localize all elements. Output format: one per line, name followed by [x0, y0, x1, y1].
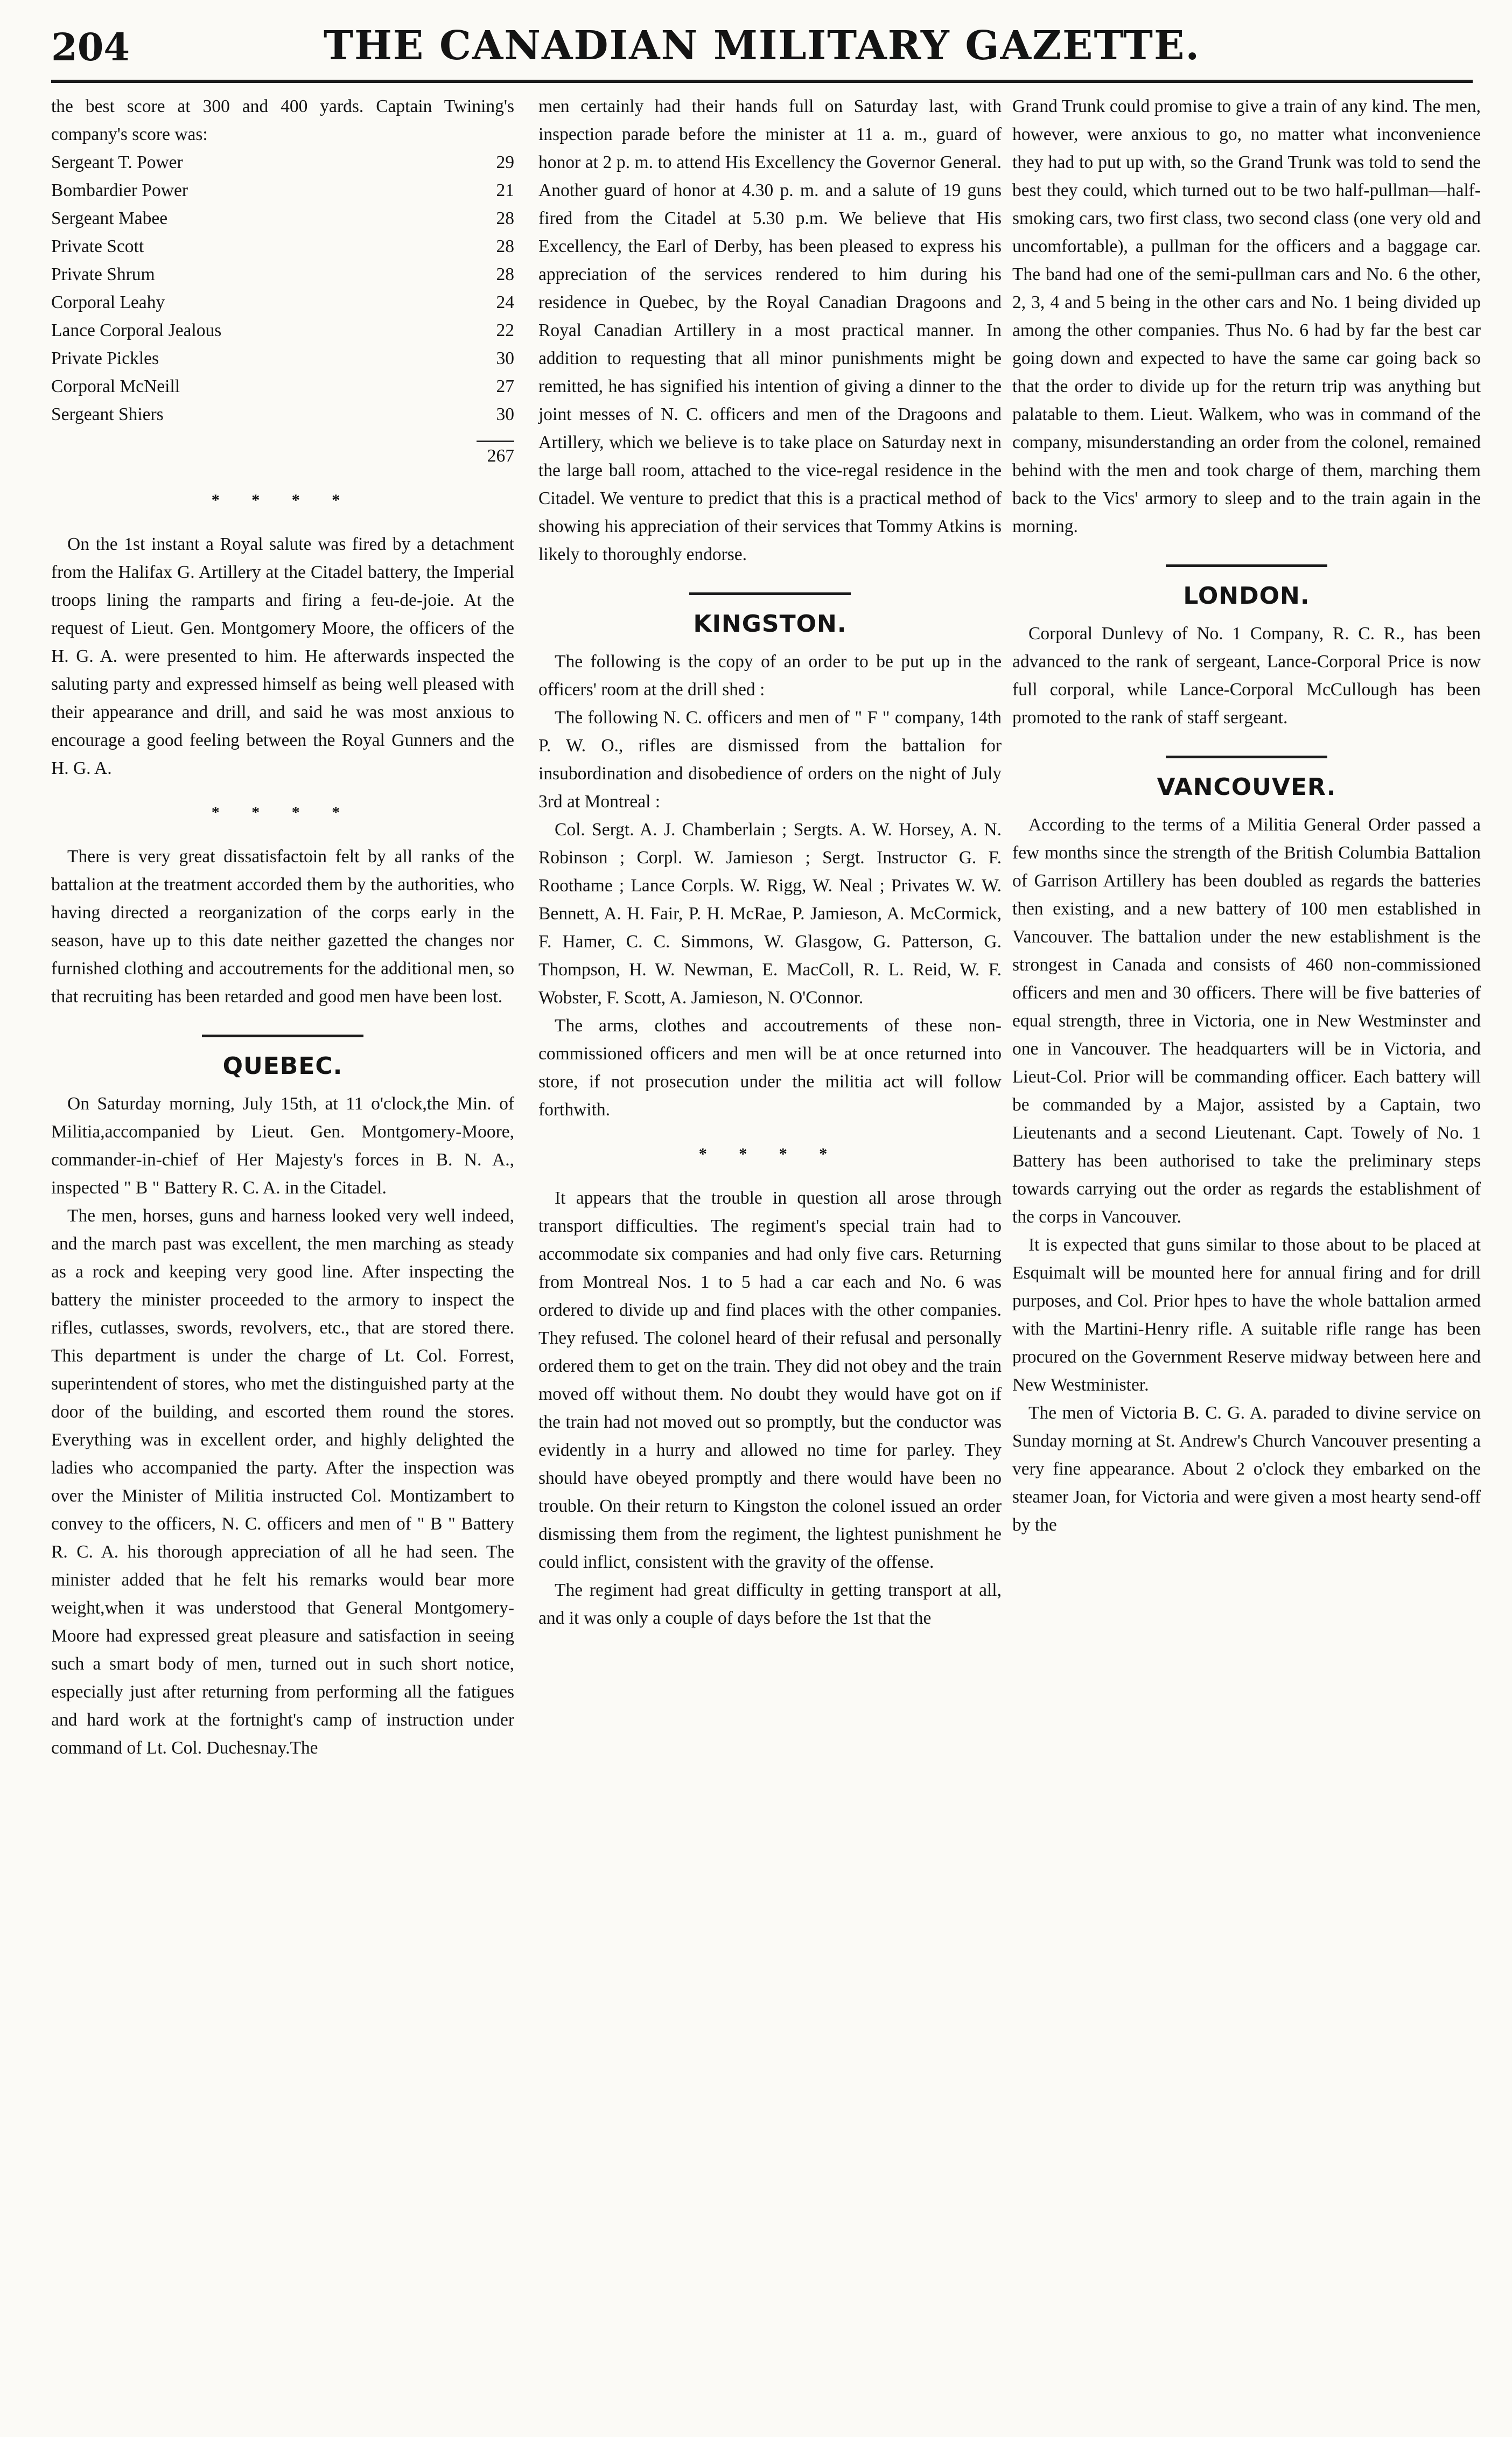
- score-row: [51, 345, 514, 373]
- score-value: 24: [496, 292, 514, 312]
- score-row: [51, 261, 514, 289]
- score-value: 30: [496, 404, 514, 424]
- paragraph-london: Corporal Dunlevy of No. 1 Company, R. C. R., has been advanced to the rank of sergeant, Lance-Corporal Price is now full corporal, while Lance-Corporal McCullough has been promoted to the rank of staff sergeant.: [1012, 624, 1481, 728]
- score-name: Sergeant T. Power: [51, 152, 183, 172]
- paragraph-quebec-2: The men, horses, guns and harness looked very well indeed, and the march past was excellent, the men marching as steady as a rock and keeping very good line. After inspecting the battery the minister proceeded to the armory to inspect the rifles, cutlasses, swords, revolvers, etc., that are stored there. This department is under the charge of Lt. Col. Forrest, superintendent of stores, who met the distinguished party at the door of the building, and escorted them round the stores. Everything was in excellent order, and highly delighted the ladies who accompanied the party. After the inspection was over the Minister of Militia instructed Col. Montizambert to convey to the officers, N. C. officers and men of " B " Battery R. C. A. his thorough appreciation of all he had seen. The minister added that he felt his remarks would bear more weight,when it was understood that General Montgomery-Moore had expressed great pleasure and satisfaction in seeing such a smart body of men, turned out in such short notice, especially just after returning from performing all the fatigues and hard work at the fortnight's camp of instruction under command of Lt. Col. Duchesnay.The: [51, 1206, 514, 1758]
- score-value: 29: [496, 152, 514, 172]
- score-row: [51, 149, 514, 177]
- score-value: 28: [496, 264, 514, 284]
- section-separator-stars: * * * *: [211, 491, 354, 509]
- score-row: [51, 177, 514, 205]
- score-row: [51, 289, 514, 317]
- page-number: 204: [51, 25, 130, 69]
- page-header: [51, 15, 1473, 83]
- score-name: Corporal Leahy: [51, 292, 165, 312]
- heading-london: LONDON.: [1183, 582, 1310, 610]
- masthead-title: THE CANADIAN MILITARY GAZETTE.: [323, 23, 1201, 69]
- column-left: [51, 93, 514, 1762]
- paragraph-dissatisfaction: There is very great dissatisfactoin felt by all ranks of the battalion at the treatment accorded them by the authorities, who having directed a reorganization of the corps early in the season, have up to this date neither gazetted the changes nor furnished clothing and accoutrements for the additional men, so that recruiting has been retarded and good men have been lost.: [51, 847, 514, 1007]
- score-value: 21: [496, 180, 514, 200]
- paragraph-kingston-4: The arms, clothes and accoutrements of these non-commissioned officers and men will be at once returned into store, if not prosecution under the militia act will follow forthwith.: [538, 1016, 1002, 1120]
- score-value: 22: [496, 320, 514, 340]
- section-rule: [1166, 564, 1327, 567]
- column-middle: [538, 93, 1002, 1632]
- paragraph-salute: On the 1st instant a Royal salute was fired by a detachment from the Halifax G. Artillery at the Citadel battery, the Imperial troops lining the ramparts and firing a feu-de-joie. At the request of Lieut. Gen. Montgomery Moore, the officers of the H. G. A. were presented to him. He afterwards inspected the saluting party and expressed himself as being well pleased with their appearance and drill, and said he was most anxious to encourage a good feeling between the Royal Gunners and the H. G. A.: [51, 534, 514, 778]
- section-rule: [1166, 756, 1327, 758]
- score-value: 30: [496, 348, 514, 368]
- score-intro: the best score at 300 and 400 yards. Captain Twining's company's score was:: [51, 96, 514, 144]
- paragraph-quebec-continued: men certainly had their hands full on Saturday last, with inspection parade before the minister at 11 a. m., guard of honor at 2 p. m. to attend His Excellency the Governor General. Another guard of honor at 4.30 p. m. and a salute of 19 guns fired from the Citadel at 5.30 p.m. We believe that His Excellency, the Earl of Derby, has been pleased to express his appreciation of the services rendered to him during his residence in Quebec, by the Royal Canadian Dragoons and Royal Canadian Artillery in a most practical manner. In addition to requesting that all minor punishments might be remitted, he has signified his intention of giving a dinner to the joint messes of N. C. officers and men of the Dragoons and Artillery, which we believe is to take place on Saturday next in the large ball room, attached to the vice-regal residence in the Citadel. We venture to predict that this is a practical method of showing his appreciation of their services that Tommy Atkins is likely to thoroughly endorse.: [538, 96, 1002, 564]
- score-value: 28: [496, 208, 514, 228]
- score-name: Private Pickles: [51, 348, 159, 368]
- paragraph-kingston-continued: Grand Trunk could promise to give a train of any kind. The men, however, were anxious to go, no matter what inconvenience they had to put up with, so the Grand Trunk was told to send the best they could, which turned out to be two half-pullman—half-smoking cars, two first class, two second class (one very old and uncomfortable), a pullman for the officers and a baggage car. The band had one of the semi-pullman cars and No. 6 the other, 2, 3, 4 and 5 being in the other cars and No. 1 being divided up among the other companies. Thus No. 6 had by far the best car going down and expected to have the same car going back so that the order to divide up for the return trip was anything but palatable to them. Lieut. Walkem, who was in command of the company, misunderstanding an order from the colonel, remained behind with the men and took charge of them, marching them back to the Vics' armory to sleep and to the train again in the morning.: [1012, 96, 1481, 536]
- paragraph-quebec-1: On Saturday morning, July 15th, at 11 o'clock,the Min. of Militia,accompanied by Lieut. Gen. Montgomery-Moore, commander-in-chief of Her Majesty's forces in B. N. A., inspected " B " Battery R. C. A. in the Citadel.: [51, 1094, 514, 1198]
- score-row: [51, 233, 514, 261]
- heading-vancouver: VANCOUVER.: [1157, 773, 1336, 801]
- score-row: [51, 205, 514, 233]
- section-separator-stars: * * * *: [698, 1145, 842, 1163]
- score-name: Sergeant Mabee: [51, 208, 168, 228]
- heading-kingston: KINGSTON.: [693, 610, 847, 638]
- paragraph-kingston-2: The following N. C. officers and men of " F " company, 14th P. W. O., rifles are dismissed from the battalion for insubordination and disobedience of orders on the night of July 3rd at Montreal :: [538, 708, 1002, 812]
- score-row: [51, 401, 514, 429]
- score-row: [51, 373, 514, 401]
- score-list: [51, 149, 514, 429]
- paragraph-vancouver-3: The men of Victoria B. C. G. A. paraded to divine service on Sunday morning at St. Andrew's Church Vancouver presenting a very fine appearance. About 2 o'clock they embarked on the steamer Joan, for Victoria and were given a most hearty send-off by the: [1012, 1403, 1481, 1535]
- paragraph-vancouver-2: It is expected that guns similar to those about to be placed at Esquimalt will be mounted here for annual firing and for drill purposes, and Col. Prior hpes to have the whole battalion armed with the Martini-Henry rifle. A suitable rifle range has been procured on the Government Reserve midway between here and New Westminister.: [1012, 1235, 1481, 1395]
- score-value: 27: [496, 376, 514, 396]
- paragraph-kingston-6: The regiment had great difficulty in getting transport at all, and it was only a couple of days before the 1st that the: [538, 1580, 1002, 1628]
- section-rule: [202, 1035, 363, 1037]
- score-name: Private Scott: [51, 236, 144, 256]
- score-name: Private Shrum: [51, 264, 155, 284]
- score-value: 28: [496, 236, 514, 256]
- score-total: 267: [487, 446, 514, 466]
- score-name: Bombardier Power: [51, 180, 188, 200]
- score-name: Sergeant Shiers: [51, 404, 164, 424]
- paragraph-kingston-3: Col. Sergt. A. J. Chamberlain ; Sergts. A. W. Horsey, A. N. Robinson ; Corpl. W. Jamieson ; Sergt. Instructor G. F. Roothame ; Lance Corpls. W. Rigg, W. Neal ; Privates W. W. Bennett, A. H. Fair, P. H. McRae, P. Jamieson, A. McCormick, F. Hamer, C. C. Simmons, W. Glasgow, G. Patterson, G. Thompson, H. W. Newman, E. MacColl, R. L. Reid, W. F. Wobster, F. Scott, A. Jamieson, N. O'Connor.: [538, 820, 1002, 1008]
- score-name: Lance Corporal Jealous: [51, 320, 222, 340]
- section-separator-stars: * * * *: [211, 804, 354, 821]
- paragraph-vancouver-1: According to the terms of a Militia General Order passed a few months since the strength of the British Columbia Battalion of Garrison Artillery has been doubled as regards the batteries then existing, and a new battery of 100 men established in Vancouver. The battalion under the new establishment is the strongest in Canada and consists of 460 non-commissioned officers and men and 30 officers. There will be five batteries of equal strength, three in Victoria, one in New Westminster and one in Vancouver. The headquarters will be in Victoria, and Lieut-Col. Prior will be commanding officer. Each battery will be commanded by a Major, assisted by a Captain, two Lieutenants and a second Lieutenant. Capt. Towely of No. 1 Battery has been authorised to take the preliminary steps towards carrying out the order as regards the establishment of the corps in Vancouver.: [1012, 815, 1481, 1227]
- heading-quebec: QUEBEC.: [222, 1052, 343, 1080]
- score-name: Corporal McNeill: [51, 376, 180, 396]
- column-right: [1012, 93, 1481, 1539]
- section-rule: [689, 592, 851, 595]
- paragraph-kingston-5: It appears that the trouble in question all arose through transport difficulties. The regiment's special train had to accommodate six companies and had only five cars. Returning from Montreal Nos. 1 to 5 had a car each and No. 6 was ordered to divide up and find places with the other companies. They refused. The colonel heard of their refusal and personally ordered them to get on the train. They did not obey and the train moved off without them. No doubt they would have got on if the train had not moved out so promptly, but the conductor was evidently in a hurry and allowed no time for parley. They should have obeyed promptly and there would have been no trouble. On their return to Kingston the colonel issued an order dismissing them from the regiment, the lightest punishment he could inflict, consistent with the gravity of the offense.: [538, 1188, 1002, 1572]
- score-row: [51, 317, 514, 345]
- paragraph-kingston-1: The following is the copy of an order to be put up in the officers' room at the drill shed :: [538, 652, 1002, 700]
